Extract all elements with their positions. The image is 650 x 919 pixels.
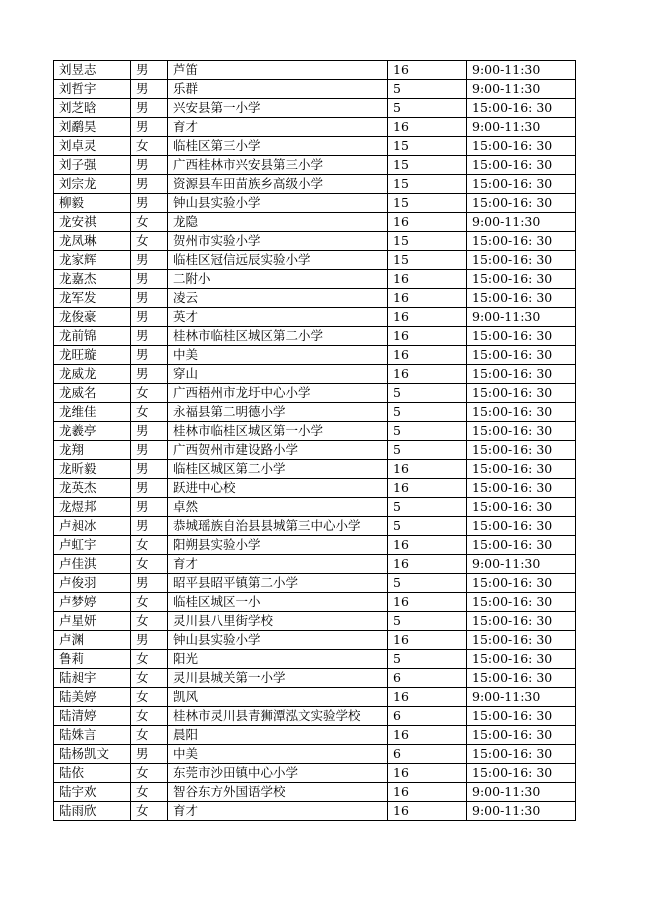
time-slot-cell: 15:00-16: 30 bbox=[467, 631, 576, 650]
time-slot-cell: 9:00-11:30 bbox=[467, 688, 576, 707]
group-number-cell: 5 bbox=[388, 517, 467, 536]
school-cell: 中美 bbox=[168, 346, 388, 365]
group-number-cell: 15 bbox=[388, 194, 467, 213]
gender-cell: 女 bbox=[131, 688, 168, 707]
time-slot-cell: 15:00-16: 30 bbox=[467, 422, 576, 441]
group-number-cell: 15 bbox=[388, 232, 467, 251]
group-number-cell: 5 bbox=[388, 574, 467, 593]
gender-cell: 男 bbox=[131, 308, 168, 327]
school-cell: 智谷东方外国语学校 bbox=[168, 783, 388, 802]
table-row bbox=[54, 194, 576, 213]
time-slot-cell: 15:00-16: 30 bbox=[467, 707, 576, 726]
student-name-cell: 龙威名 bbox=[54, 384, 131, 403]
gender-cell: 男 bbox=[131, 61, 168, 80]
time-slot-cell: 15:00-16: 30 bbox=[467, 137, 576, 156]
gender-cell: 男 bbox=[131, 460, 168, 479]
student-name-cell: 陆杨凯文 bbox=[54, 745, 131, 764]
student-name-cell: 刘芝晗 bbox=[54, 99, 131, 118]
table-row bbox=[54, 745, 576, 764]
school-cell: 资源县车田苗族乡高级小学 bbox=[168, 175, 388, 194]
table-row bbox=[54, 783, 576, 802]
table-row bbox=[54, 764, 576, 783]
school-cell: 芦笛 bbox=[168, 61, 388, 80]
student-name-cell: 龙翔 bbox=[54, 441, 131, 460]
group-number-cell: 6 bbox=[388, 669, 467, 688]
student-name-cell: 刘子强 bbox=[54, 156, 131, 175]
group-number-cell: 16 bbox=[388, 802, 467, 821]
time-slot-cell: 15:00-16: 30 bbox=[467, 460, 576, 479]
time-slot-cell: 15:00-16: 30 bbox=[467, 327, 576, 346]
gender-cell: 男 bbox=[131, 498, 168, 517]
group-number-cell: 16 bbox=[388, 61, 467, 80]
time-slot-cell: 15:00-16: 30 bbox=[467, 745, 576, 764]
gender-cell: 男 bbox=[131, 517, 168, 536]
table-row bbox=[54, 384, 576, 403]
gender-cell: 男 bbox=[131, 80, 168, 99]
school-cell: 临桂区冠信远辰实验小学 bbox=[168, 251, 388, 270]
table-row bbox=[54, 612, 576, 631]
time-slot-cell: 15:00-16: 30 bbox=[467, 232, 576, 251]
school-cell: 凌云 bbox=[168, 289, 388, 308]
student-name-cell: 卢俊羽 bbox=[54, 574, 131, 593]
gender-cell: 女 bbox=[131, 213, 168, 232]
group-number-cell: 5 bbox=[388, 403, 467, 422]
group-number-cell: 5 bbox=[388, 650, 467, 669]
group-number-cell: 16 bbox=[388, 289, 467, 308]
time-slot-cell: 15:00-16: 30 bbox=[467, 384, 576, 403]
school-cell: 乐群 bbox=[168, 80, 388, 99]
group-number-cell: 16 bbox=[388, 213, 467, 232]
group-number-cell: 5 bbox=[388, 384, 467, 403]
school-cell: 广西梧州市龙圩中心小学 bbox=[168, 384, 388, 403]
school-cell: 桂林市临桂区城区第二小学 bbox=[168, 327, 388, 346]
gender-cell: 男 bbox=[131, 194, 168, 213]
gender-cell: 男 bbox=[131, 422, 168, 441]
school-cell: 阳朔县实验小学 bbox=[168, 536, 388, 555]
school-cell: 桂林市临桂区城区第一小学 bbox=[168, 422, 388, 441]
student-name-cell: 龙英杰 bbox=[54, 479, 131, 498]
student-name-cell: 卢虹宇 bbox=[54, 536, 131, 555]
time-slot-cell: 15:00-16: 30 bbox=[467, 346, 576, 365]
student-name-cell: 陆姝言 bbox=[54, 726, 131, 745]
time-slot-cell: 15:00-16: 30 bbox=[467, 669, 576, 688]
group-number-cell: 5 bbox=[388, 99, 467, 118]
gender-cell: 男 bbox=[131, 175, 168, 194]
gender-cell: 男 bbox=[131, 118, 168, 137]
student-name-cell: 卢星妍 bbox=[54, 612, 131, 631]
roster-body bbox=[54, 61, 576, 821]
group-number-cell: 16 bbox=[388, 631, 467, 650]
gender-cell: 女 bbox=[131, 555, 168, 574]
student-name-cell: 卢梦婷 bbox=[54, 593, 131, 612]
table-row bbox=[54, 80, 576, 99]
group-number-cell: 5 bbox=[388, 422, 467, 441]
school-cell: 钟山县实验小学 bbox=[168, 631, 388, 650]
gender-cell: 男 bbox=[131, 270, 168, 289]
time-slot-cell: 9:00-11:30 bbox=[467, 213, 576, 232]
time-slot-cell: 9:00-11:30 bbox=[467, 308, 576, 327]
school-cell: 育才 bbox=[168, 555, 388, 574]
school-cell: 凯风 bbox=[168, 688, 388, 707]
group-number-cell: 16 bbox=[388, 764, 467, 783]
school-cell: 广西桂林市兴安县第三小学 bbox=[168, 156, 388, 175]
school-cell: 临桂区第三小学 bbox=[168, 137, 388, 156]
school-cell: 临桂区城区第二小学 bbox=[168, 460, 388, 479]
student-name-cell: 刘卓灵 bbox=[54, 137, 131, 156]
table-row bbox=[54, 156, 576, 175]
gender-cell: 男 bbox=[131, 745, 168, 764]
school-cell: 钟山县实验小学 bbox=[168, 194, 388, 213]
table-row bbox=[54, 631, 576, 650]
table-row bbox=[54, 403, 576, 422]
group-number-cell: 16 bbox=[388, 365, 467, 384]
time-slot-cell: 9:00-11:30 bbox=[467, 555, 576, 574]
time-slot-cell: 15:00-16: 30 bbox=[467, 650, 576, 669]
table-row bbox=[54, 422, 576, 441]
student-name-cell: 陆美婷 bbox=[54, 688, 131, 707]
student-name-cell: 龙安祺 bbox=[54, 213, 131, 232]
student-name-cell: 柳毅 bbox=[54, 194, 131, 213]
table-row bbox=[54, 593, 576, 612]
student-name-cell: 龙前锦 bbox=[54, 327, 131, 346]
gender-cell: 女 bbox=[131, 764, 168, 783]
student-name-cell: 龙昕毅 bbox=[54, 460, 131, 479]
student-name-cell: 陆依 bbox=[54, 764, 131, 783]
gender-cell: 男 bbox=[131, 346, 168, 365]
time-slot-cell: 15:00-16: 30 bbox=[467, 365, 576, 384]
group-number-cell: 16 bbox=[388, 270, 467, 289]
time-slot-cell: 9:00-11:30 bbox=[467, 783, 576, 802]
table-row bbox=[54, 536, 576, 555]
student-name-cell: 龙煜邦 bbox=[54, 498, 131, 517]
school-cell: 晨阳 bbox=[168, 726, 388, 745]
student-name-cell: 龙家辉 bbox=[54, 251, 131, 270]
time-slot-cell: 15:00-16: 30 bbox=[467, 441, 576, 460]
group-number-cell: 6 bbox=[388, 745, 467, 764]
time-slot-cell: 15:00-16: 30 bbox=[467, 517, 576, 536]
group-number-cell: 15 bbox=[388, 175, 467, 194]
student-name-cell: 刘昱志 bbox=[54, 61, 131, 80]
school-cell: 卓然 bbox=[168, 498, 388, 517]
gender-cell: 男 bbox=[131, 574, 168, 593]
time-slot-cell: 15:00-16: 30 bbox=[467, 479, 576, 498]
student-name-cell: 龙军发 bbox=[54, 289, 131, 308]
gender-cell: 女 bbox=[131, 593, 168, 612]
table-row bbox=[54, 175, 576, 194]
time-slot-cell: 15:00-16: 30 bbox=[467, 726, 576, 745]
gender-cell: 女 bbox=[131, 612, 168, 631]
gender-cell: 女 bbox=[131, 707, 168, 726]
gender-cell: 女 bbox=[131, 669, 168, 688]
student-name-cell: 陆宇欢 bbox=[54, 783, 131, 802]
table-row bbox=[54, 137, 576, 156]
group-number-cell: 5 bbox=[388, 498, 467, 517]
student-name-cell: 刘宗龙 bbox=[54, 175, 131, 194]
table-row bbox=[54, 99, 576, 118]
student-name-cell: 龙嘉杰 bbox=[54, 270, 131, 289]
time-slot-cell: 15:00-16: 30 bbox=[467, 498, 576, 517]
school-cell: 英才 bbox=[168, 308, 388, 327]
gender-cell: 男 bbox=[131, 631, 168, 650]
school-cell: 昭平县昭平镇第二小学 bbox=[168, 574, 388, 593]
group-number-cell: 16 bbox=[388, 783, 467, 802]
student-name-cell: 龙维佳 bbox=[54, 403, 131, 422]
student-name-cell: 卢昶冰 bbox=[54, 517, 131, 536]
group-number-cell: 16 bbox=[388, 593, 467, 612]
table-row bbox=[54, 118, 576, 137]
gender-cell: 女 bbox=[131, 384, 168, 403]
table-row bbox=[54, 346, 576, 365]
table-row bbox=[54, 574, 576, 593]
table-row bbox=[54, 517, 576, 536]
gender-cell: 男 bbox=[131, 479, 168, 498]
gender-cell: 女 bbox=[131, 536, 168, 555]
time-slot-cell: 15:00-16: 30 bbox=[467, 574, 576, 593]
time-slot-cell: 15:00-16: 30 bbox=[467, 536, 576, 555]
gender-cell: 男 bbox=[131, 289, 168, 308]
group-number-cell: 16 bbox=[388, 536, 467, 555]
table-row bbox=[54, 327, 576, 346]
gender-cell: 男 bbox=[131, 327, 168, 346]
gender-cell: 女 bbox=[131, 650, 168, 669]
group-number-cell: 16 bbox=[388, 555, 467, 574]
table-row bbox=[54, 365, 576, 384]
gender-cell: 女 bbox=[131, 232, 168, 251]
group-number-cell: 16 bbox=[388, 479, 467, 498]
table-row bbox=[54, 688, 576, 707]
table-row bbox=[54, 460, 576, 479]
group-number-cell: 15 bbox=[388, 156, 467, 175]
school-cell: 广西贺州市建设路小学 bbox=[168, 441, 388, 460]
table-row bbox=[54, 213, 576, 232]
gender-cell: 女 bbox=[131, 137, 168, 156]
gender-cell: 女 bbox=[131, 783, 168, 802]
roster-table bbox=[53, 60, 576, 821]
student-name-cell: 陆清婷 bbox=[54, 707, 131, 726]
time-slot-cell: 15:00-16: 30 bbox=[467, 194, 576, 213]
time-slot-cell: 15:00-16: 30 bbox=[467, 156, 576, 175]
school-cell: 临桂区城区一小 bbox=[168, 593, 388, 612]
time-slot-cell: 15:00-16: 30 bbox=[467, 403, 576, 422]
student-name-cell: 龙威龙 bbox=[54, 365, 131, 384]
group-number-cell: 16 bbox=[388, 308, 467, 327]
school-cell: 穿山 bbox=[168, 365, 388, 384]
gender-cell: 男 bbox=[131, 99, 168, 118]
gender-cell: 男 bbox=[131, 365, 168, 384]
table-row bbox=[54, 270, 576, 289]
table-row bbox=[54, 308, 576, 327]
time-slot-cell: 15:00-16: 30 bbox=[467, 251, 576, 270]
school-cell: 育才 bbox=[168, 118, 388, 137]
time-slot-cell: 9:00-11:30 bbox=[467, 80, 576, 99]
group-number-cell: 15 bbox=[388, 251, 467, 270]
table-row bbox=[54, 289, 576, 308]
school-cell: 阳光 bbox=[168, 650, 388, 669]
table-row bbox=[54, 61, 576, 80]
student-name-cell: 龙旺璇 bbox=[54, 346, 131, 365]
time-slot-cell: 15:00-16: 30 bbox=[467, 764, 576, 783]
student-name-cell: 龙羲亭 bbox=[54, 422, 131, 441]
school-cell: 育才 bbox=[168, 802, 388, 821]
time-slot-cell: 9:00-11:30 bbox=[467, 61, 576, 80]
student-name-cell: 卢佳淇 bbox=[54, 555, 131, 574]
gender-cell: 女 bbox=[131, 726, 168, 745]
table-row bbox=[54, 650, 576, 669]
table-row bbox=[54, 479, 576, 498]
table-row bbox=[54, 802, 576, 821]
time-slot-cell: 15:00-16: 30 bbox=[467, 612, 576, 631]
table-row bbox=[54, 498, 576, 517]
table-row bbox=[54, 726, 576, 745]
time-slot-cell: 15:00-16: 30 bbox=[467, 270, 576, 289]
gender-cell: 女 bbox=[131, 802, 168, 821]
group-number-cell: 16 bbox=[388, 118, 467, 137]
group-number-cell: 5 bbox=[388, 612, 467, 631]
school-cell: 恭城瑶族自治县县城第三中心小学 bbox=[168, 517, 388, 536]
school-cell: 东莞市沙田镇中心小学 bbox=[168, 764, 388, 783]
time-slot-cell: 9:00-11:30 bbox=[467, 802, 576, 821]
school-cell: 灵川县城关第一小学 bbox=[168, 669, 388, 688]
time-slot-cell: 15:00-16: 30 bbox=[467, 99, 576, 118]
table-row bbox=[54, 555, 576, 574]
school-cell: 二附小 bbox=[168, 270, 388, 289]
time-slot-cell: 15:00-16: 30 bbox=[467, 289, 576, 308]
school-cell: 桂林市灵川县青狮潭泓文实验学校 bbox=[168, 707, 388, 726]
group-number-cell: 16 bbox=[388, 726, 467, 745]
school-cell: 永福县第二明德小学 bbox=[168, 403, 388, 422]
group-number-cell: 16 bbox=[388, 346, 467, 365]
student-name-cell: 陆昶宇 bbox=[54, 669, 131, 688]
student-name-cell: 龙俊豪 bbox=[54, 308, 131, 327]
group-number-cell: 5 bbox=[388, 441, 467, 460]
group-number-cell: 15 bbox=[388, 137, 467, 156]
student-name-cell: 鲁莉 bbox=[54, 650, 131, 669]
table-row bbox=[54, 707, 576, 726]
group-number-cell: 16 bbox=[388, 688, 467, 707]
gender-cell: 男 bbox=[131, 251, 168, 270]
school-cell: 贺州市实验小学 bbox=[168, 232, 388, 251]
table-row bbox=[54, 232, 576, 251]
time-slot-cell: 15:00-16: 30 bbox=[467, 175, 576, 194]
school-cell: 灵川县八里街学校 bbox=[168, 612, 388, 631]
table-row bbox=[54, 251, 576, 270]
time-slot-cell: 15:00-16: 30 bbox=[467, 593, 576, 612]
table-row bbox=[54, 441, 576, 460]
gender-cell: 男 bbox=[131, 156, 168, 175]
time-slot-cell: 9:00-11:30 bbox=[467, 118, 576, 137]
school-cell: 跃进中心校 bbox=[168, 479, 388, 498]
group-number-cell: 5 bbox=[388, 80, 467, 99]
student-name-cell: 龙凤琳 bbox=[54, 232, 131, 251]
gender-cell: 女 bbox=[131, 403, 168, 422]
student-name-cell: 陆雨欣 bbox=[54, 802, 131, 821]
student-name-cell: 刘鹬昊 bbox=[54, 118, 131, 137]
group-number-cell: 6 bbox=[388, 707, 467, 726]
table-row bbox=[54, 669, 576, 688]
school-cell: 中美 bbox=[168, 745, 388, 764]
gender-cell: 男 bbox=[131, 441, 168, 460]
student-name-cell: 刘哲宇 bbox=[54, 80, 131, 99]
school-cell: 龙隐 bbox=[168, 213, 388, 232]
group-number-cell: 16 bbox=[388, 327, 467, 346]
student-name-cell: 卢渊 bbox=[54, 631, 131, 650]
school-cell: 兴安县第一小学 bbox=[168, 99, 388, 118]
group-number-cell: 16 bbox=[388, 460, 467, 479]
